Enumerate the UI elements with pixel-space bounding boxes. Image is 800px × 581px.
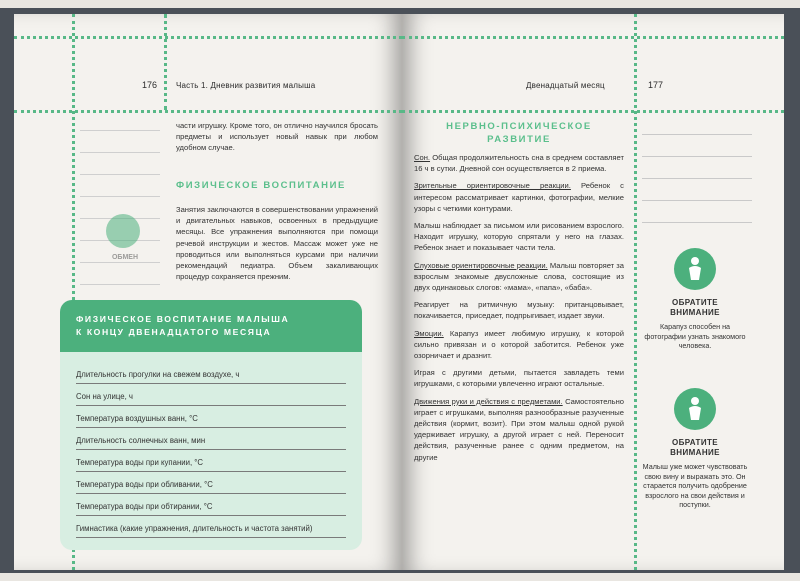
attention-title: ОБРАТИТЕ ВНИМАНИЕ: [670, 298, 720, 317]
paragraph-visual: Зрительные ориентировочные реакции. Ребенок с интересом рассматривает картинки, фотографии, мелкие узоры с четкими контурами.: [414, 181, 624, 213]
paragraph-sleep: Сон. Общая продолжительность сна в среднем составляет 16 ч в сутки. Дневной сон осуществляется в 2 приема.: [414, 153, 624, 174]
sidebar-rule: [642, 134, 752, 135]
faded-margin-label: ОБМЕН: [111, 254, 139, 261]
page-number: 176: [142, 80, 158, 90]
section-title-physical: ФИЗИЧЕСКОЕ ВОСПИТАНИЕ: [176, 180, 346, 191]
form-row-sun-bath[interactable]: Длительность солнечных ванн, мин: [76, 436, 346, 450]
sidebar-rule: [642, 156, 752, 157]
sidebar-rule: [642, 178, 752, 179]
paragraph-emotions: Эмоции. Карапуз имеет любимую игрушку, к которой сильно привязан и о которой заботится. Ребенок уже озорничает и дразнит.: [414, 328, 624, 361]
attention-title: ОБРАТИТЕ ВНИМАНИЕ: [670, 438, 720, 457]
dotted-rule-head-divider: [164, 14, 167, 110]
faded-margin-icon: [106, 214, 140, 248]
paragraph-hearing: Слуховые ориентировочные реакции. Малыш повторяет за взрослым знакомые двусложные слова, состоящие из двух одинаковых слогов: «мама», «папа», «баба».: [414, 260, 625, 293]
paragraph-hearing-2: Реагирует на ритмичную музыку: пританцовывает, покачивается, приседает, подпрыгивает, издает звуки.: [414, 300, 624, 321]
page-number: 177: [648, 80, 664, 90]
form-title-line2: К КОНЦУ ДВЕНАДЦАТОГО МЕСЯЦА: [76, 327, 272, 337]
right-page: [402, 14, 784, 570]
physical-form-header: [60, 300, 362, 352]
form-row-bathing[interactable]: Температура воды при купании, °С: [76, 458, 346, 472]
form-row-dousing[interactable]: Температура воды при обливании, °С: [76, 480, 346, 494]
form-title-line1: ФИЗИЧЕСКОЕ ВОСПИТАНИЕ МАЛЫША: [76, 314, 290, 324]
form-row-walk[interactable]: Длительность прогулки на свежем воздухе, ч: [76, 370, 346, 384]
paragraph-visual-2: Малыш наблюдает за письмом или рисованием взрослого. Находит игрушку, которую спрятали у него на глазах. Ребенок знает и показывает части тела.: [414, 221, 624, 253]
baby-icon: [674, 388, 716, 430]
form-row-sleep-outdoors[interactable]: Сон на улице, ч: [76, 392, 346, 406]
dotted-rule-top: [402, 36, 784, 39]
form-row-air-bath[interactable]: Температура воздушных ванн, °С: [76, 414, 346, 428]
sidebar-rule: [642, 200, 752, 201]
form-row-rubbing[interactable]: Температура воды при обтирании, °С: [76, 502, 346, 516]
dotted-rule-sidebar: [634, 14, 637, 570]
paragraph-hand-movements: Движения руки и действия с предметами. Самостоятельно играет с игрушками, выполняя разнообразные разученные действия (кормит, возит). При этом малыш одной рукой удерживает игрушку, а другой играет с ней. Переносит действия, разученные ранее с одним предметом, на другие: [414, 396, 624, 462]
section-title-neuro: НЕРВНО-ПСИХИЧЕСКОЕ РАЗВИТИЕ: [446, 121, 592, 145]
form-row-gymnastics[interactable]: Гимнастика (какие упражнения, длительность и частота занятий): [76, 524, 346, 538]
intro-text: части игрушку. Кроме того, он отлично научился бросать предметы и использует новый навык при любом удобном случае.: [176, 121, 378, 153]
attention-text: Карапуз способен на фотографии узнать знакомого человека.: [644, 322, 746, 351]
paragraph-emotions-2: Играя с другими детьми, пытается завладеть теми игрушками, с которыми увлеченно играют остальные.: [414, 368, 624, 389]
section-body-physical: Занятия заключаются в совершенствовании упражнений и двигательных навыков, освоенных в предыдущие месяцы. Все упражнения выполняются при помощи речевой инструкции и жестов. Массаж может уже не проводиться или выполняться курсами при наличии рекомендаций педиатра. Объем закаливающих процедур сохраняется прежним.: [176, 205, 378, 282]
sidebar-rule: [642, 222, 752, 223]
running-head: Часть 1. Дневник развития малыша: [176, 81, 316, 90]
baby-icon: [674, 248, 716, 290]
dotted-rule-header: [402, 110, 784, 113]
running-head: Двенадцатый месяц: [526, 81, 605, 90]
neuro-text: [414, 152, 624, 469]
attention-text: Малыш уже может чувствовать свою вину и выражать это. Он старается получить одобрение взрослого на свои действия и поступки.: [642, 462, 748, 510]
